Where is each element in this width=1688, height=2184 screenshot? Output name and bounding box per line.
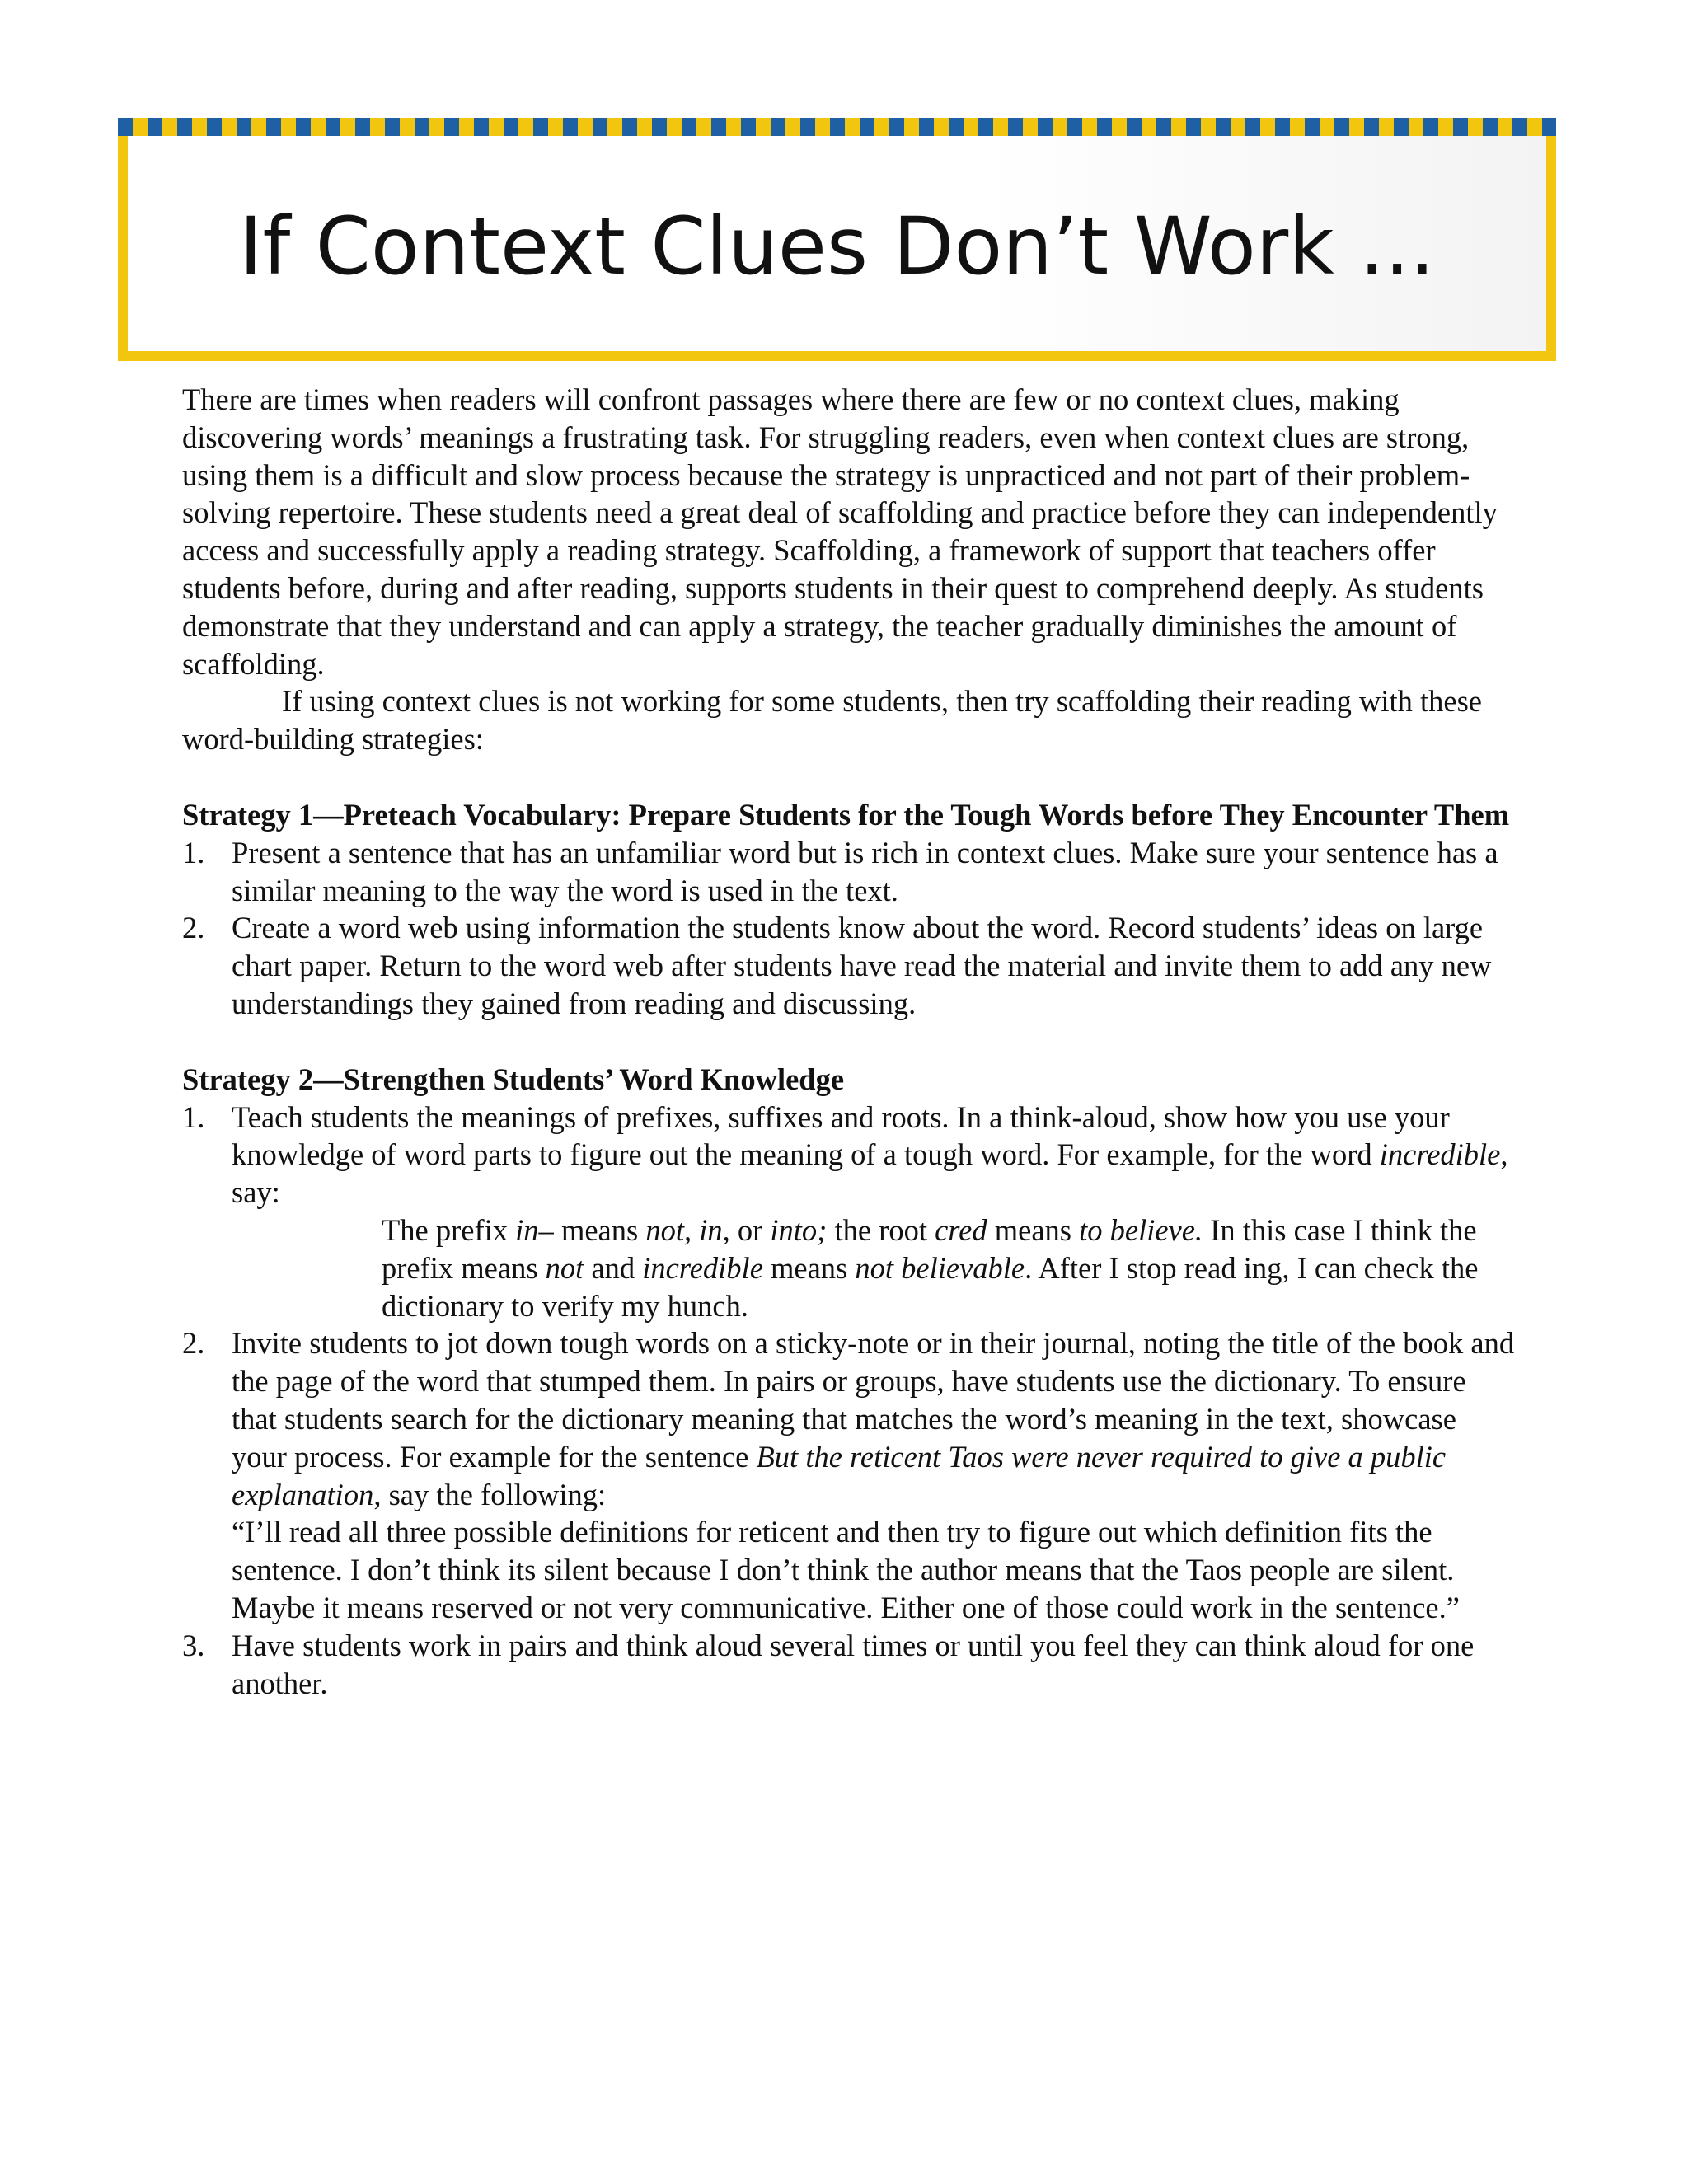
example-text: and xyxy=(584,1250,643,1285)
example-text: . After I stop read ing, I can check the dictionary to verify my hunch. xyxy=(382,1250,1479,1323)
example-text: means xyxy=(987,1212,1080,1247)
example-word: incredible xyxy=(1379,1137,1501,1172)
strategy-1-heading: Strategy 1—Preteach Vocabulary: Prepare Students for the Tough Words before They Encounter Them xyxy=(182,797,1510,832)
example-emphasis: not believable xyxy=(855,1250,1025,1285)
example-text: The prefix xyxy=(382,1212,516,1247)
example-emphasis: cred xyxy=(935,1212,987,1247)
list-number: 3. xyxy=(182,1628,205,1662)
spacer xyxy=(182,1023,1517,1061)
list-item-text: Have students work in pairs and think aloud several times or until you feel they can think aloud for one another. xyxy=(232,1628,1475,1700)
strategy-2-heading: Strategy 2—Strengthen Students’ Word Knowledge xyxy=(182,1062,845,1096)
example-emphasis: incredible xyxy=(642,1250,763,1285)
example-text: means xyxy=(553,1212,646,1247)
think-aloud-quote: “I’ll read all three possible definitions for reticent and then try to figure out which definition fits the sentence. I don’t think its silent because I don’t think the author means that the Taos people are silent. Maybe it means reserved or not very communicative. Either one of those could work in the sentence.” xyxy=(232,1515,1460,1624)
list-number: 1. xyxy=(182,1099,205,1134)
example-emphasis: not, in, xyxy=(645,1212,730,1247)
list-item xyxy=(182,1627,1517,1703)
list-number: 1. xyxy=(182,835,205,869)
example-emphasis: into; xyxy=(770,1212,828,1247)
page-title: If Context Clues Don’t Work ... xyxy=(239,200,1435,293)
list-item xyxy=(182,1099,1517,1325)
list-item xyxy=(182,909,1517,1022)
list-item xyxy=(182,1324,1517,1626)
list-number: 2. xyxy=(182,911,205,945)
list-item-text: , say the following: xyxy=(373,1477,607,1511)
list-number: 2. xyxy=(182,1326,205,1361)
example-text: In this case I think the prefix means xyxy=(382,1212,1477,1285)
title-banner xyxy=(118,118,1556,361)
list-item-body xyxy=(232,1099,1517,1325)
think-aloud-example xyxy=(382,1212,1517,1324)
example-emphasis: in– xyxy=(515,1212,554,1247)
spacer xyxy=(182,758,1517,796)
example-text: means xyxy=(762,1250,856,1285)
example-sentence: But the reticent Taos were never required to give a public explanation xyxy=(232,1439,1447,1511)
example-text: the root xyxy=(827,1212,935,1247)
document-body xyxy=(182,381,1517,1702)
list-item-text: Present a sentence that has an unfamiliar word but is rich in context clues. Make sure your sentence has a similar meaning to the way the word is used in the text. xyxy=(232,835,1498,907)
example-text: or xyxy=(729,1212,771,1247)
list-item-text: Teach students the meanings of prefixes, suffixes and roots. In a think-aloud, show how you use your knowledge of word parts to figure out the meaning of a tough word. For example, for the word xyxy=(232,1099,1450,1172)
list-item xyxy=(182,834,1517,910)
intro-paragraph: There are times when readers will confront passages where there are few or no context clues, making discovering words’ meanings a frustrating task. For struggling readers, even when context clues are strong, using them is a difficult and slow process because the strategy is unpracticed and not part of their problem-solving repertoire. These students need a great deal of scaffolding and practice before they can independently access and successfully apply a reading strategy. Scaffolding, a framework of support that teachers offer students before, during and after reading, supports students in their quest to comprehend deeply. As students demonstrate that they understand and can apply a strategy, the teacher gradually diminishes the amount of scaffolding. xyxy=(182,382,1498,681)
list-item-text: Invite students to jot down tough words on a sticky-note or in their journal, noting the title of the book and the page of the word that stumped them. In pairs or groups, have students use the dictionary. To ensure that students search for the dictionary meaning that matches the word’s meaning in the text, showcase your process. For example for the sentence xyxy=(232,1326,1515,1474)
list-item-text: Create a word web using information the students know about the word. Record students’ ideas on large chart paper. Return to the word web after students have read the material and invite them to add any new understandings they gained from reading and discussing. xyxy=(232,911,1492,1020)
example-emphasis: not xyxy=(545,1250,584,1285)
intro-paragraph-2: If using context clues is not working for some students, then try scaffolding their reading with these word-building strategies: xyxy=(182,684,1482,757)
list-item-body xyxy=(232,1324,1517,1626)
list-item-text: , say: xyxy=(232,1137,1508,1210)
example-emphasis: to believe. xyxy=(1079,1212,1203,1247)
